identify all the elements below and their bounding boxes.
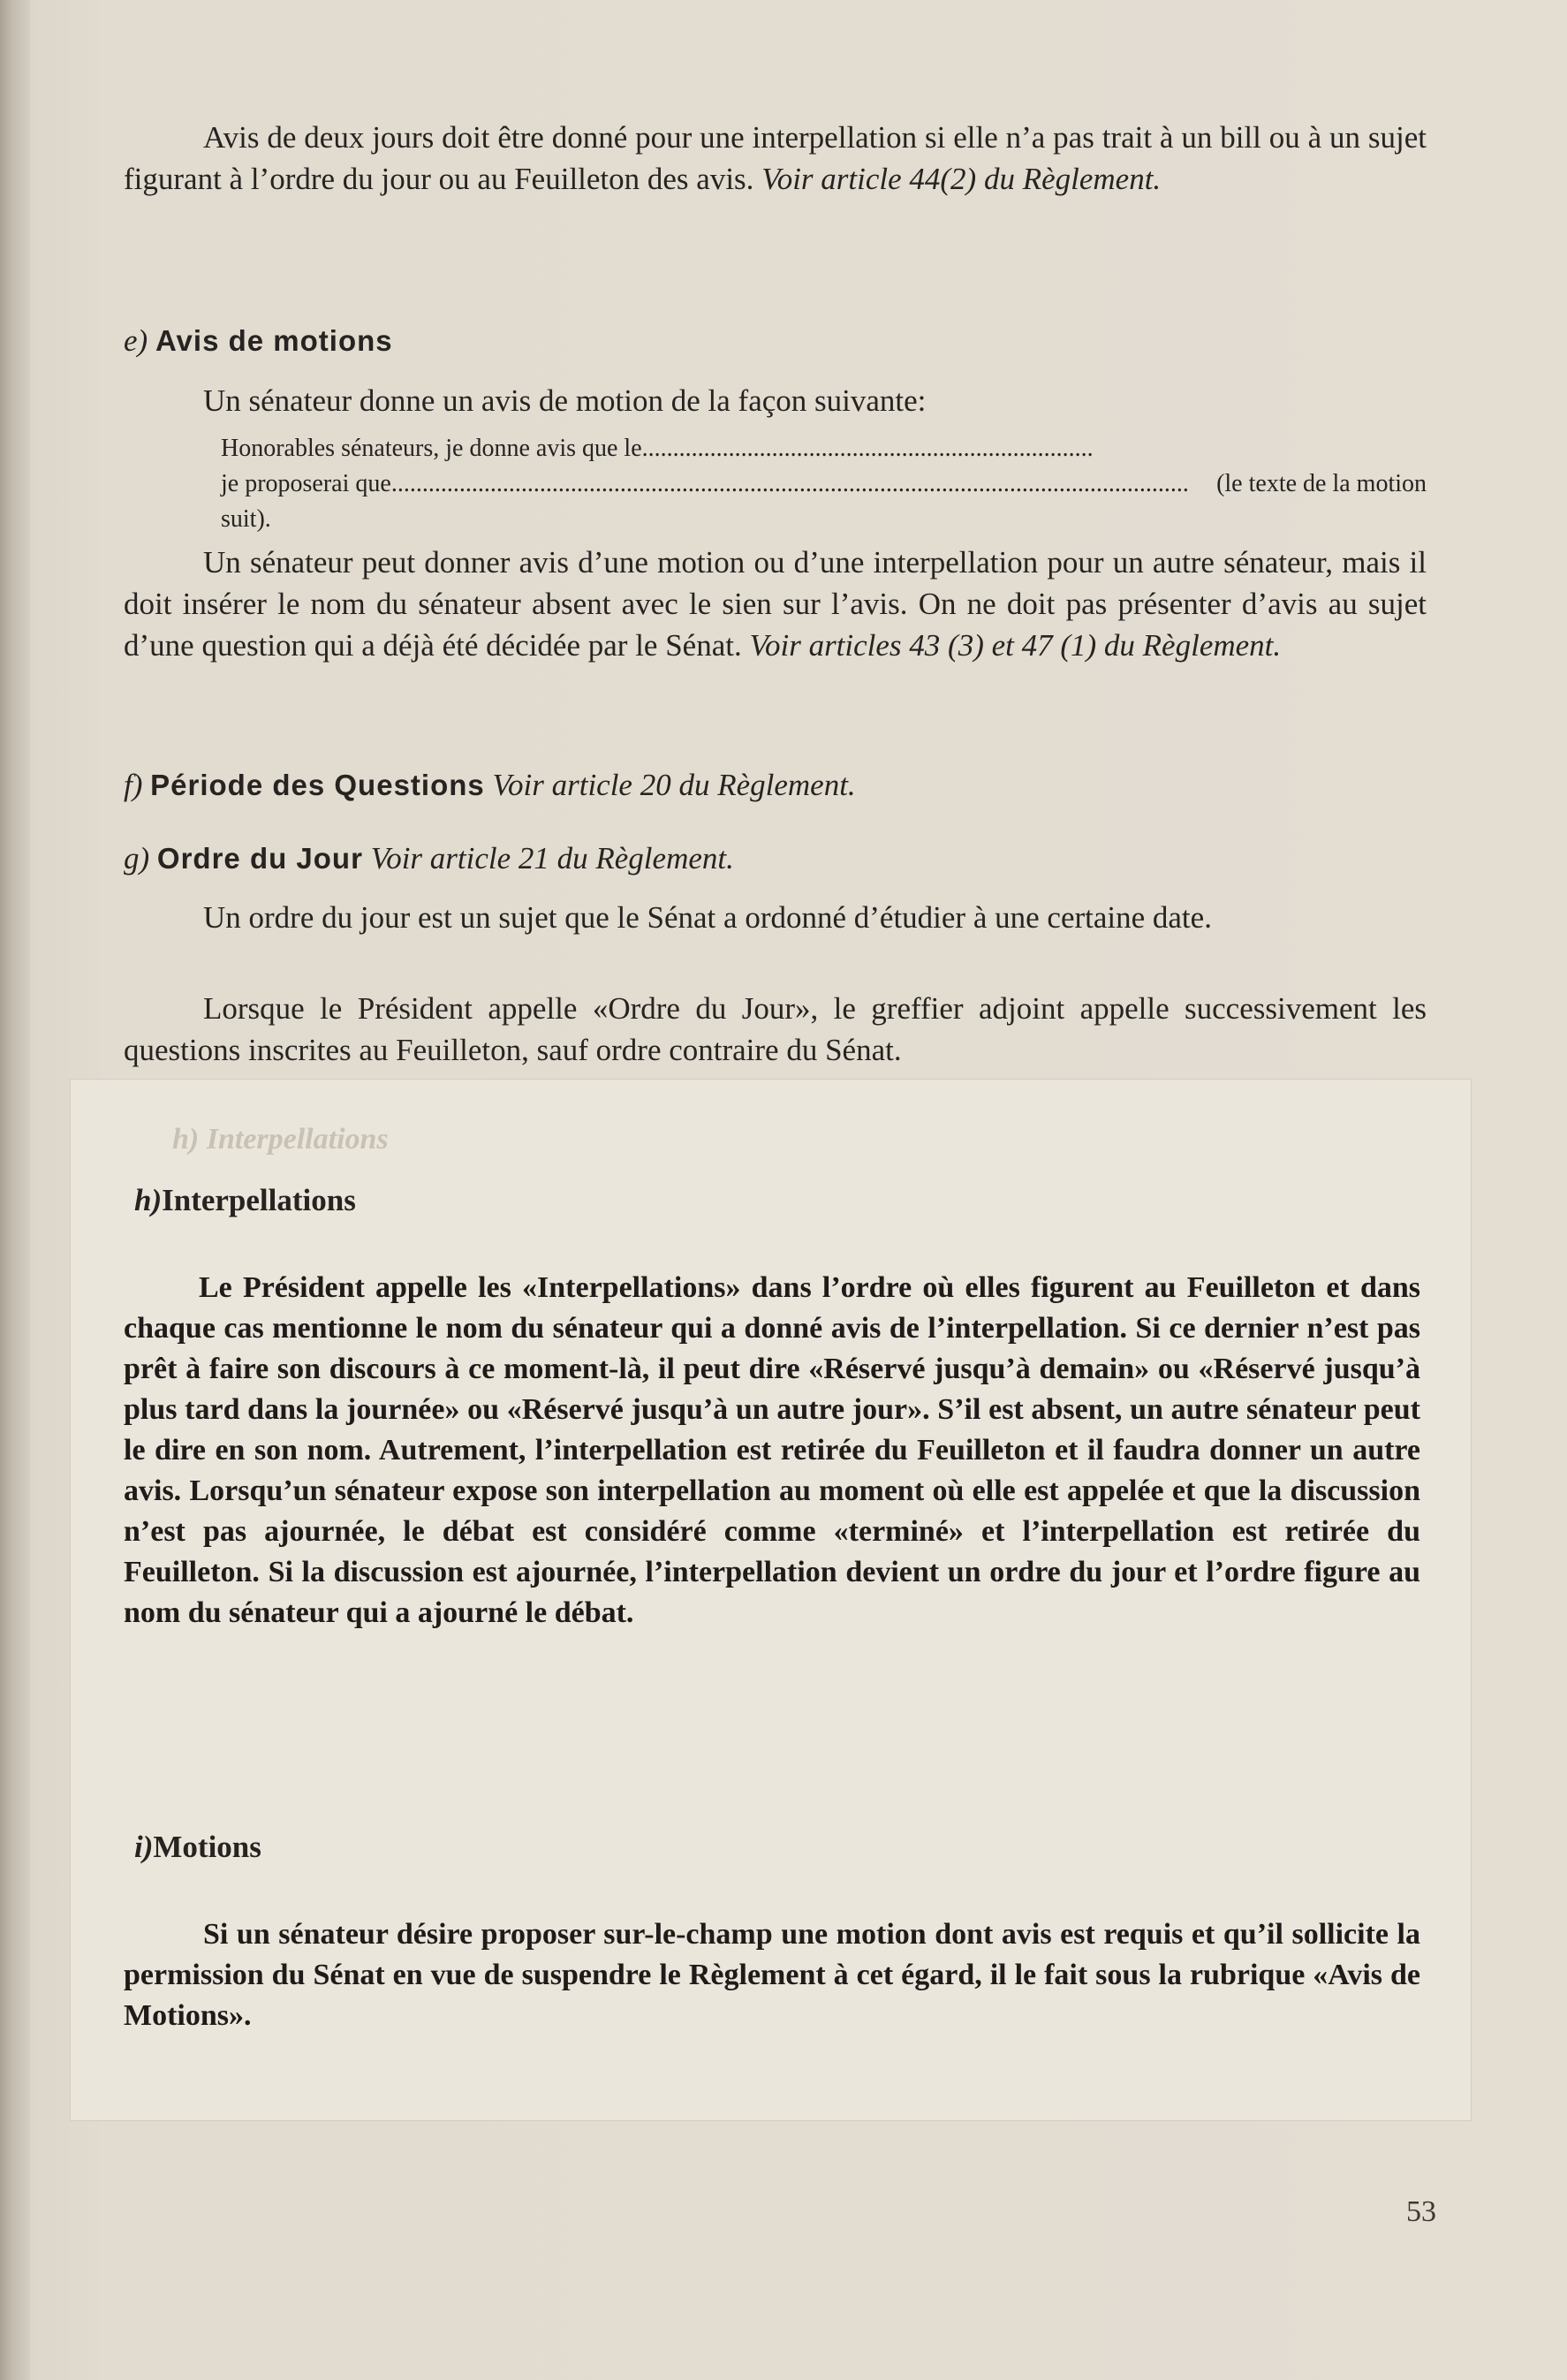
book-spine [0, 0, 30, 2380]
section-e-heading: e) Avis de motions [124, 323, 393, 358]
section-h [134, 1179, 1424, 1221]
section-g-reference: Voir article 21 du Règlement. [370, 841, 734, 875]
section-h-title: Interpellations [162, 1183, 356, 1217]
section-i [134, 1826, 1424, 1868]
section-e [124, 320, 1427, 361]
intro-paragraph [124, 117, 1427, 200]
section-g-title: Ordre du Jour [156, 842, 363, 875]
section-i-paragraph: Si un sénateur désire proposer sur-le-champ une motion dont avis est requis et qu’il sollicite la permission du Sénat en vue de suspendre le Règlement à cet égard, il le fait sous la rubrique «Avis de Motions». [124, 1918, 1420, 2032]
section-i-heading: i)Motions [134, 1830, 261, 1864]
show-through-text: h) Interpellations [172, 1123, 389, 1156]
form-line-2: je proposerai que ................................................................................................................................. (le texte de la motion [221, 470, 1427, 497]
section-e-title: Avis de motions [155, 324, 393, 357]
section-f [124, 764, 1427, 806]
section-i-title: Motions [153, 1830, 261, 1864]
form-line-3: suit). [221, 505, 271, 533]
form-line-1: Honorables sénateurs, je donne avis que le......................................................................... [221, 435, 1094, 462]
section-g-paragraph-2: Lorsque le Président appelle «Ordre du Jour», le greffier adjoint appelle successivement les questions inscrites au Feuilleton, sauf ordre contraire du Sénat. [124, 991, 1427, 1067]
intro-text: Avis de deux jours doit être donné pour une interpellation si elle n’a pas trait à un bill ou à un sujet figurant à l’ordre du jour ou au Feuilleton des avis. [124, 120, 1427, 196]
section-e-intro: Un sénateur donne un avis de motion de la façon suivante: [203, 383, 927, 418]
section-g-paragraph-1: Un ordre du jour est un sujet que le Sénat a ordonné d’étudier à une certaine date. [203, 900, 1212, 935]
motion-form [124, 431, 1427, 537]
intro-reference: Voir article 44(2) du Règlement. [761, 162, 1162, 196]
section-f-reference: Voir article 20 du Règlement. [492, 768, 856, 802]
section-f-title: Période des Questions [150, 769, 485, 801]
section-e-reference: Voir articles 43 (3) et 47 (1) du Règlement. [749, 628, 1282, 663]
section-g-heading: g) Ordre du Jour Voir article 21 du Règlement. [124, 841, 734, 875]
section-h-paragraph: Le Président appelle les «Interpellations» dans l’ordre où elles figurent au Feuilleton et dans chaque cas mentionne le nom du sénateur qui a donné avis de l’interpellation. Si ce dernier n’est pas prêt à faire son discours à ce moment-là, il peut dire «Réservé jusqu’à demain» ou «Réservé jusqu’à plus tard dans la journée» ou «Réservé jusqu’à un autre jour». S’il est absent, un autre sénateur peut le dire en son nom. Autrement, l’interpellation est retirée du Feuilleton et il faudra donner un autre avis. Lorsqu’un sénateur expose son interpellation au moment où elle est appelée et que la discussion n’est pas ajournée, le débat est considéré comme «terminé» et l’interpellation est retirée du Feuilleton. Si la discussion est ajournée, l’interpellation devient un ordre du jour et l’ordre figure au nom du sénateur qui a ajourné le débat. [124, 1271, 1420, 1629]
section-e-paragraph: Un sénateur peut donner avis d’une motion ou d’une interpellation pour un autre sénateur, mais il doit insérer le nom du sénateur absent avec le sien sur l’avis. On ne doit pas présenter d’avis au sujet d’une question qui a déjà été décidée par le Sénat. Voir articles 43 (3) et 47 (1) du Règlement. [124, 545, 1427, 663]
section-f-heading: f) Période des Questions Voir article 20 du Règlement. [124, 768, 856, 802]
section-h-heading: h)Interpellations [134, 1183, 356, 1217]
page-number: 53 [1406, 2195, 1436, 2228]
section-g [124, 838, 1427, 879]
